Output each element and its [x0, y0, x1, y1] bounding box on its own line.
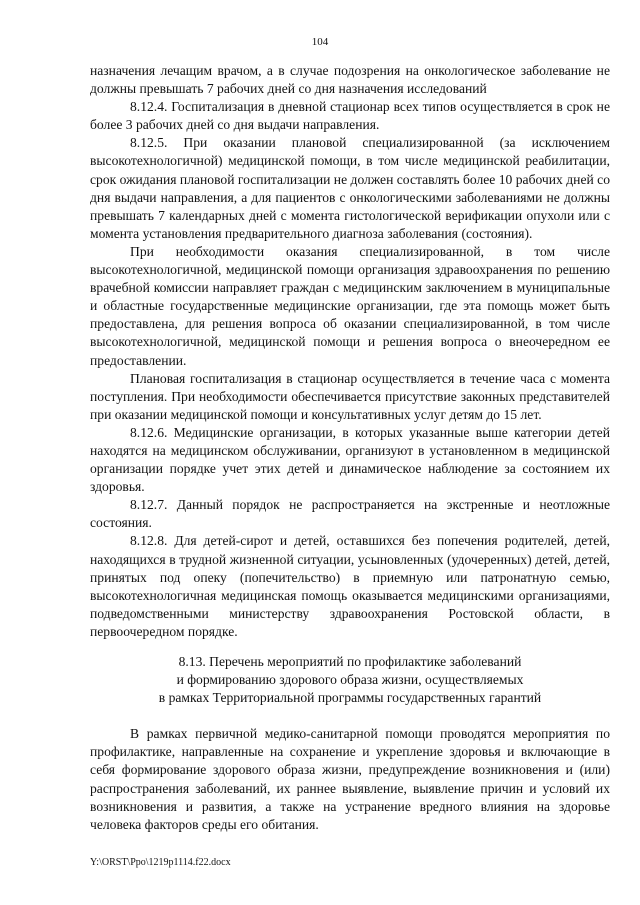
paragraph-8-12-8: 8.12.8. Для детей-сирот и детей, оставшихся без попечения родителей, детей, находящихся в трудной жизненной ситуации, усыновленных (удочеренных) детей, детей, принятых под опеку (попечительство) в приемную или патронатную семью, высокотехнологичная медицинская помощь оказывается медицинскими организациями, подведомственными министерству здравоохранения Ростовской области, в первоочередном порядке. [90, 533, 610, 639]
document-body [90, 62, 610, 834]
paragraph-8-12-6: 8.12.6. Медицинские организации, в которых указанные выше категории детей находятся на медицинском обслуживании, организуют в установленном в медицинской организации порядке учет этих детей и динамическое наблюдение за состоянием их здоровья. [90, 424, 610, 495]
paragraph-8-12-7: 8.12.7. Данный порядок не распространяется на экстренные и неотложные состояния. [90, 497, 610, 531]
paragraph-prevention: В рамках первичной медико-санитарной помощи проводятся мероприятия по профилактике, направленные на сохранение и укрепление здоровья и включающие в себя формирование здорового образа жизни, предупреждение возникновения и (или) распространения заболеваний, их раннее выявление, выявление причин и условий их возникновения и развития, а также на устранение вредного влияния на здоровье человека факторов среды его обитания. [90, 726, 610, 832]
footer-file-path: Y:\ORST\Ppo\1219p1114.f22.docx [90, 857, 231, 868]
paragraph-8-12-4: 8.12.4. Госпитализация в дневной стационар всех типов осуществляется в срок не более 3 рабочих дней со дня выдачи направления. [90, 99, 610, 133]
section-heading-8-13 [90, 653, 610, 707]
paragraph-continuation: назначения лечащим врачом, а в случае подозрения на онкологическое заболевание не должны превышать 7 рабочих дней со дня назначения исследований [90, 63, 610, 97]
paragraph-specialized-care: При необходимости оказания специализированной, в том числе высокотехнологичной, медицинской помощи организация здравоохранения по решению врачебной комиссии направляет граждан с медицинским заключением в муниципальные и областные государственные медицинские организации, где эта помощь может быть предоставлена, для решения вопроса об оказании специализированной, в том числе высокотехнологичной, медицинской помощи и решения вопроса о внеочередном ее предоставлении. [90, 243, 610, 368]
page-number: 104 [311, 36, 329, 48]
paragraph-planned-hospitalization: Плановая госпитализация в стационар осуществляется в течение часа с момента поступления. При необходимости обеспечивается присутствие законных представителей при оказании медицинской помощи и консультативных услуг детям до 15 лет. [90, 370, 610, 422]
section-heading-line: и формированию здорового образа жизни, осуществляемых [176, 672, 524, 688]
section-heading-line: 8.13. Перечень мероприятий по профилактике заболеваний [178, 654, 522, 669]
paragraph-8-12-5: 8.12.5. При оказании плановой специализированной (за исключением высокотехнологичной) медицинской помощи, в том числе медицинской реабилитации, срок ожидания плановой госпитализации не должен составлять более 10 рабочих дней со дня выдачи направления, а для пациентов с онкологическими заболеваниями не должны превышать 7 календарных дней с момента гистологической верификации опухоли или с момента установления предварительного диагноза заболевания (состояния). [90, 135, 610, 241]
section-heading-line: в рамках Территориальной программы государственных гарантий [158, 690, 542, 706]
